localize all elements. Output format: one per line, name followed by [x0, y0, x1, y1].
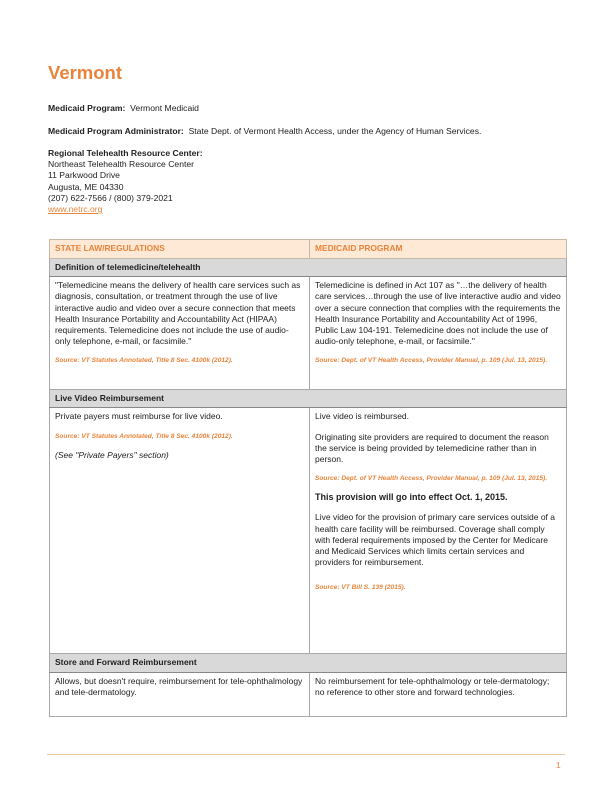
state-law-cell	[50, 672, 310, 716]
section-title: Store and Forward Reimbursement	[50, 654, 567, 672]
cell-text: Private payers must reimburse for live video.	[55, 411, 223, 422]
section-row-definition	[50, 259, 567, 277]
source-citation: Source: Dept. of VT Health Access, Provider Manual, p. 109 (Jul. 13, 2015).	[315, 475, 548, 483]
source-citation: Source: VT Bill S. 139 (2015).	[315, 584, 406, 592]
provision-effective-note: This provision will go into effect Oct. 1, 2015.	[315, 492, 508, 503]
medicaid-cell	[310, 277, 567, 390]
cell-text: Live video for the provision of primary care services outside of a health care facility will be reimbursed. Coverage shall comply with federal requirements imposed by the Center for Medicare and Medicaid Services which limits certain services and providers for reimbursement.	[315, 512, 556, 568]
footer-divider	[47, 754, 565, 755]
rtrc-name: Northeast Telehealth Resource Center	[48, 159, 195, 170]
medicaid-admin-value: State Dept. of Vermont Health Access, under the Agency of Human Services.	[188, 126, 482, 136]
law-table	[49, 239, 567, 717]
medicaid-program-line	[48, 103, 199, 113]
cell-text: Originating site providers are required to document the reason the service is being provided by telemedicine rather than in person.	[315, 431, 549, 465]
rtrc-label: Regional Telehealth Resource Center:	[48, 148, 203, 158]
cell-text: Live video is reimbursed.	[315, 411, 410, 422]
section-title: Live Video Reimbursement	[50, 390, 567, 408]
rtrc-block	[48, 148, 203, 215]
section-row-store-forward	[50, 654, 567, 672]
table-row	[50, 408, 567, 654]
medicaid-cell	[310, 672, 567, 716]
page-number: 1	[556, 761, 561, 770]
source-citation: Source: VT Statutes Annotated, Title 8 Sec. 4100k (2012).	[55, 357, 233, 365]
rtrc-address1: 11 Parkwood Drive	[48, 170, 120, 181]
section-title: Definition of telemedicine/telehealth	[50, 259, 567, 277]
cell-text: Allows, but doesn't require, reimbursement for tele-ophthalmology and tele-dermatology.	[55, 675, 303, 697]
medicaid-program-label: Medicaid Program:	[48, 103, 126, 113]
header-state-law: STATE LAW/REGULATIONS	[50, 240, 310, 259]
section-row-live-video	[50, 390, 567, 408]
rtrc-phone: (207) 622-7566 / (800) 379-2021	[48, 192, 173, 203]
source-citation: Source: Dept. of VT Health Access, Provider Manual, p. 109 (Jul. 13, 2015).	[315, 357, 548, 365]
table-header-row	[50, 240, 567, 259]
state-title: Vermont	[48, 62, 123, 83]
see-private-payers-note: (See "Private Payers" section)	[55, 449, 169, 460]
state-law-cell	[50, 408, 310, 654]
table-row	[50, 672, 567, 716]
medicaid-admin-line	[48, 126, 481, 136]
medicaid-cell	[310, 408, 567, 654]
state-law-cell	[50, 277, 310, 390]
header-medicaid-program: MEDICAID PROGRAM	[310, 240, 567, 259]
rtrc-address2: Augusta, ME 04330	[48, 181, 124, 192]
medicaid-admin-label: Medicaid Program Administrator:	[48, 126, 184, 136]
source-citation: Source: VT Statutes Annotated, Title 8 Sec. 4100k (2012).	[55, 432, 233, 440]
rtrc-website-link[interactable]: www.netrc.org	[48, 204, 103, 215]
medicaid-program-value: Vermont Medicaid	[130, 103, 199, 113]
table-row	[50, 277, 567, 390]
cell-text: "Telemedicine means the delivery of health care services such as diagnosis, consultation, or treatment through the use of live interactive audio and video over a secure connection that meets Health Insurance Portability and Accountability Act (HIPAA) requirements. Telemedicine does not include the use of audio-only telephone, e-mail, or facsimile."	[55, 280, 301, 347]
cell-text: No reimbursement for tele-ophthalmology or tele-dermatology; no reference to other store and forward technologies.	[315, 675, 550, 697]
cell-text: Telemedicine is defined in Act 107 as "…the delivery of health care services…through the use of live interactive audio and video over a secure connection that complies with the requirements the Health Insurance Portability and Accountability Act of 1996, Public Law 104-191. Telemedicine does not include the use of audio-only telephone, e-mail, or facsimile."	[315, 280, 561, 347]
